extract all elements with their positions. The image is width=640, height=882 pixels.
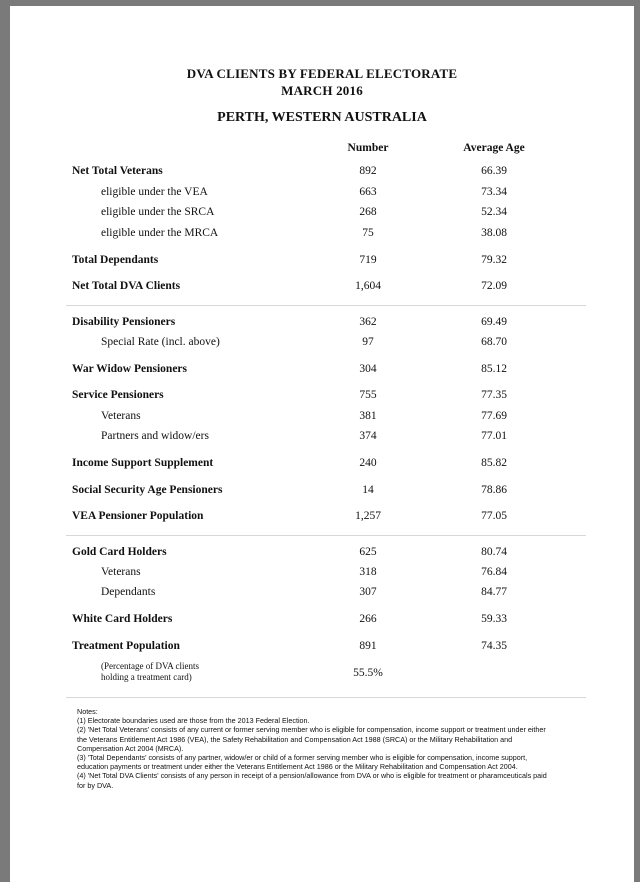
row-age: 85.12 [481, 363, 507, 375]
row-label: Service Pensioners [72, 389, 164, 401]
row-age: 69.49 [481, 316, 507, 328]
row-number: 318 [359, 566, 377, 578]
row-age: 73.34 [481, 186, 507, 198]
row-label: eligible under the VEA [101, 186, 208, 198]
row-age: 76.84 [481, 566, 507, 578]
row-age: 52.34 [481, 206, 507, 218]
row-number: 1,604 [355, 280, 381, 292]
row-label: Special Rate (incl. above) [101, 336, 220, 348]
row-number: 97 [362, 336, 374, 348]
row-age: 68.70 [481, 336, 507, 348]
row-number: 1,257 [355, 510, 381, 522]
column-header-average-age: Average Age [463, 142, 525, 154]
document-page [10, 6, 634, 882]
row-number: 374 [359, 430, 377, 442]
row-age: 59.33 [481, 613, 507, 625]
column-header-number: Number [347, 142, 389, 154]
report-title: DVA CLIENTS BY FEDERAL ELECTORATE [186, 66, 458, 81]
row-number: 240 [359, 457, 377, 469]
table-row [10, 206, 634, 222]
notes-heading: Notes: [77, 707, 98, 716]
row-age: 72.09 [481, 280, 507, 292]
row-label: Veterans [101, 566, 141, 578]
table-row [10, 254, 634, 270]
table-row [10, 510, 634, 526]
row-number: 381 [359, 410, 377, 422]
row-age: 77.05 [481, 510, 507, 522]
row-number: 268 [359, 206, 377, 218]
row-label: Income Support Supplement [72, 457, 214, 469]
table-row [10, 586, 634, 602]
table-row [10, 316, 634, 332]
row-age: 84.77 [481, 586, 507, 598]
row-age: 77.69 [481, 410, 507, 422]
row-number: 892 [359, 165, 377, 177]
row-number: 625 [359, 546, 377, 558]
table-row [10, 165, 634, 181]
treatment-percentage-label-line2: holding a treatment card) [101, 672, 192, 682]
row-label: Social Security Age Pensioners [72, 484, 223, 496]
row-label: Partners and widow/ers [101, 430, 209, 442]
row-number: 755 [359, 389, 377, 401]
note-2: (2) 'Net Total Veterans' consists of any current or former serving member who is eligible for compensation, income support or treatment under either the Veterans Entitlement Act 1986 (VEA), the Safety Rehabilitation and Compensation Act 1988 (SRCA) or the Military Rehabilitation and Compensation Act 2004 (MRCA). [77, 725, 546, 753]
row-label: Net Total Veterans [72, 165, 163, 177]
table-row [10, 484, 634, 500]
row-label: Total Dependants [72, 254, 159, 266]
table-row [10, 613, 634, 629]
report-date: MARCH 2016 [281, 83, 363, 98]
row-number: 14 [362, 484, 374, 496]
row-number: 266 [359, 613, 377, 625]
row-number: 307 [359, 586, 377, 598]
treatment-percentage-label-line1: (Percentage of DVA clients [101, 661, 200, 671]
row-number: 719 [359, 254, 377, 266]
table-row [10, 410, 634, 426]
table-row [10, 430, 634, 446]
row-label: War Widow Pensioners [72, 363, 188, 375]
row-label: eligible under the MRCA [101, 227, 219, 239]
table-row [10, 546, 634, 562]
table-row [10, 336, 634, 352]
electorate-name: PERTH, WESTERN AUSTRALIA [217, 110, 427, 125]
row-label: Gold Card Holders [72, 546, 167, 558]
table-row [10, 566, 634, 582]
row-label: White Card Holders [72, 613, 173, 625]
row-age: 77.35 [481, 389, 507, 401]
table-row [10, 227, 634, 243]
row-age: 79.32 [481, 254, 507, 266]
table-row [10, 363, 634, 379]
row-number: 75 [362, 227, 374, 239]
notes-section [77, 707, 547, 790]
table-row [10, 186, 634, 202]
row-number: 362 [359, 316, 377, 328]
row-number: 663 [359, 186, 377, 198]
table-row [10, 389, 634, 405]
section-divider [66, 305, 586, 306]
row-age: 80.74 [481, 546, 507, 558]
row-age: 77.01 [481, 430, 507, 442]
table-row [10, 640, 634, 656]
row-label: eligible under the SRCA [101, 206, 215, 218]
table-row [10, 457, 634, 473]
row-age: 66.39 [481, 165, 507, 177]
row-label: Net Total DVA Clients [72, 280, 181, 292]
note-3: (3) 'Total Dependants' consists of any partner, widow/er or child of a former serving member who is eligible for compensation, income support, education payments or treatment under either the Veterans Entitlement Act 1986 or the Military Rehabilitation and Compensation Act 2004. [77, 753, 528, 772]
table-row [10, 280, 634, 296]
row-age: 38.08 [481, 227, 507, 239]
row-age: 74.35 [481, 640, 507, 652]
section-divider [66, 535, 586, 536]
row-age: 85.82 [481, 457, 507, 469]
row-label: Treatment Population [72, 640, 180, 652]
row-age: 78.86 [481, 484, 507, 496]
row-label: VEA Pensioner Population [72, 510, 204, 522]
table-row [10, 667, 634, 683]
row-label: Dependants [101, 586, 156, 598]
row-number: 304 [359, 363, 377, 375]
note-1: (1) Electorate boundaries used are those from the 2013 Federal Election. [77, 716, 310, 726]
section-divider [66, 697, 586, 698]
row-number: 891 [359, 640, 377, 652]
treatment-percentage-value: 55.5% [353, 667, 383, 679]
note-4: (4) 'Net Total DVA Clients' consists of any person in receipt of a pension/allowance from DVA or who is eligible for treatment or pharamceuticals paid for by DVA. [77, 771, 547, 790]
row-label: Disability Pensioners [72, 316, 176, 328]
row-label: Veterans [101, 410, 141, 422]
